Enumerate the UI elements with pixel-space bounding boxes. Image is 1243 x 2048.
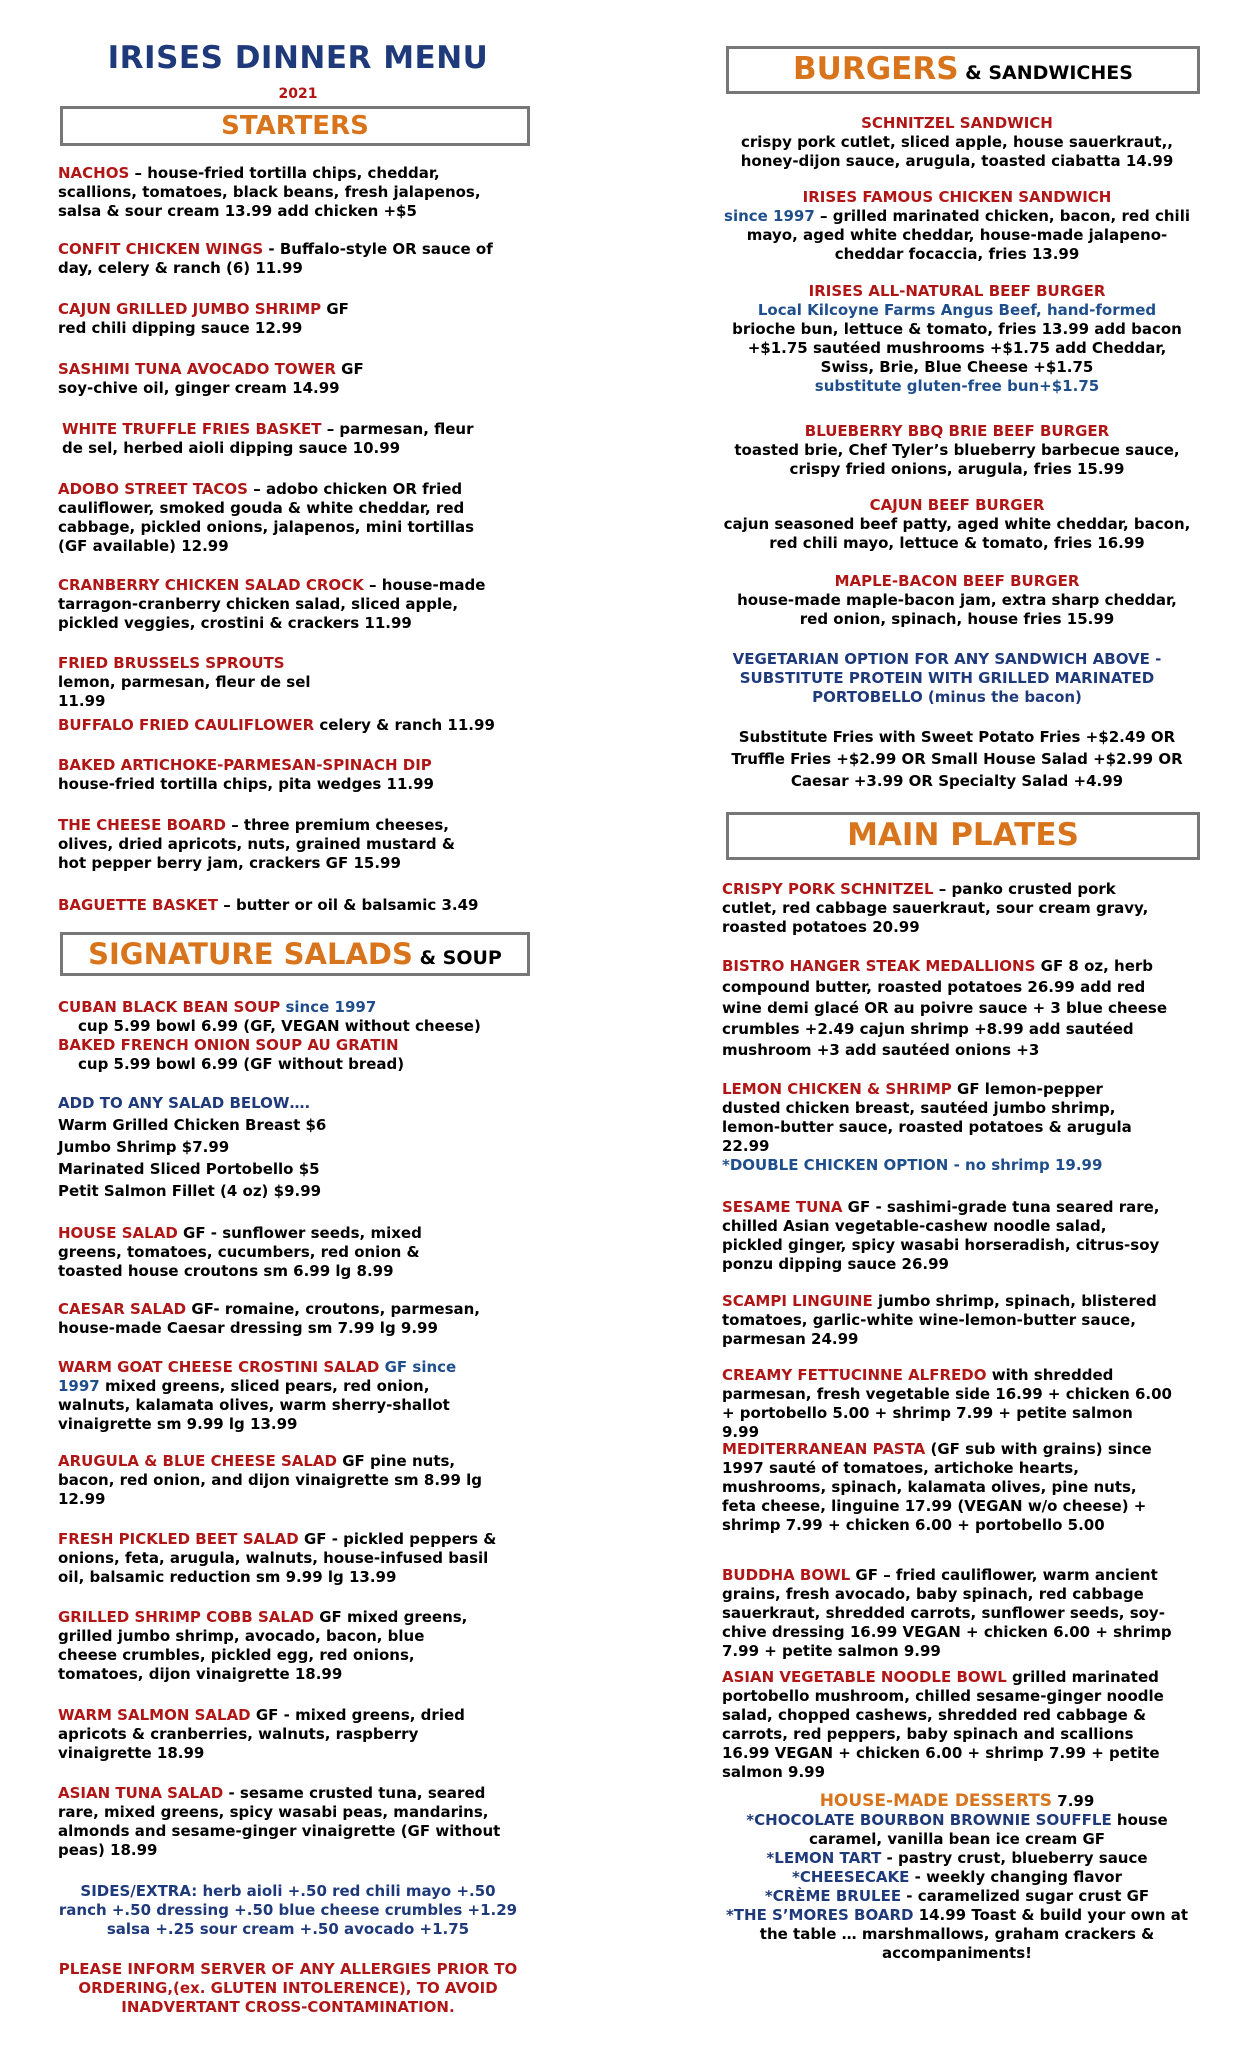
item-desc: lemon, parmesan, fleur de sel 11.99 <box>58 673 311 710</box>
desserts-block <box>722 1792 1192 1963</box>
main-item <box>722 880 1172 937</box>
main-item <box>722 1668 1172 1782</box>
fries-substitutes: Substitute Fries with Sweet Potato Fries +$2.49 OR Truffle Fries +$2.99 OR Small House Salad +$2.99 OR Caesar +3.99 OR Specialty Salad +4.99 <box>731 728 1183 790</box>
allergy-notice: PLEASE INFORM SERVER OF ANY ALLERGIES PRIOR TO ORDERING,(ex. GLUTEN INTOLERENCE), TO AVOID INADVERTANT CROSS-CONTAMINATION. <box>58 1960 518 2016</box>
item-name: MEDITERRANEAN PASTA <box>722 1440 926 1458</box>
salad-item <box>58 1530 508 1587</box>
dessert-name: *LEMON TART <box>766 1849 882 1867</box>
item-name: BAGUETTE BASKET <box>58 896 219 914</box>
salad-item <box>58 1784 508 1860</box>
item-name: GRILLED SHRIMP COBB SALAD <box>58 1608 314 1626</box>
mains-heading: MAIN PLATES <box>847 817 1079 853</box>
starter-item <box>58 654 318 711</box>
double-chicken-option: *DOUBLE CHICKEN OPTION - no shrimp 19.99 <box>722 1156 1103 1174</box>
soup-name: BAKED FRENCH ONION SOUP AU GRATIN <box>58 1036 399 1054</box>
salads-heading-small: & SOUP <box>412 947 502 969</box>
burger-item <box>722 572 1192 629</box>
salad-item <box>58 1608 468 1684</box>
item-name: ADOBO STREET TACOS <box>58 480 248 498</box>
item-name: IRISES ALL-NATURAL BEEF BURGER <box>808 282 1106 300</box>
item-name: MAPLE-BACON BEEF BURGER <box>834 572 1080 590</box>
burger-item <box>722 114 1192 171</box>
main-item <box>722 1440 1172 1535</box>
item-desc: GF - mixed greens, dried apricots & cranberries, walnuts, raspberry vinaigrette 18.99 <box>58 1706 465 1762</box>
item-desc: GF- romaine, croutons, parmesan, house-made Caesar dressing sm 7.99 lg 9.99 <box>58 1300 480 1337</box>
item-desc: grilled marinated portobello mushroom, chilled sesame-ginger noodle salad, chopped cashews, shredded red cabbage & carrots, red peppers, baby spinach and scallions 16.99 VEGAN + chicken 6.00 + shrimp 7.99 + petite salmon 9.99 <box>722 1668 1164 1781</box>
addon-line: Petit Salmon Fillet (4 oz) $9.99 <box>58 1182 322 1200</box>
menu-title: IRISES DINNER MENU <box>107 40 489 76</box>
item-desc: – adobo chicken OR fried cauliflower, smoked gouda & white cheddar, red cabbage, pickled onions, jalapenos, mini tortillas (GF available) 12.99 <box>58 480 475 555</box>
item-name: CAJUN BEEF BURGER <box>869 496 1045 514</box>
item-desc: celery & ranch 11.99 <box>314 716 495 734</box>
item-desc: – house-fried tortilla chips, cheddar, scallions, tomatoes, black beans, fresh jalapenos, salsa & sour cream 13.99 add chicken +$5 <box>58 164 481 220</box>
addons-title: ADD TO ANY SALAD BELOW…. <box>58 1094 311 1112</box>
dessert-name: *CHOCOLATE BOURBON BROWNIE SOUFFLE <box>746 1811 1112 1829</box>
item-desc: house-fried tortilla chips, pita wedges 11.99 <box>58 775 434 793</box>
item-desc: - Buffalo-style OR sauce of day, celery & ranch (6) 11.99 <box>58 240 493 277</box>
dessert-name: *THE S’MORES BOARD <box>725 1906 914 1924</box>
burger-item <box>722 422 1192 479</box>
item-name: BISTRO HANGER STEAK MEDALLIONS <box>722 957 1036 975</box>
item-name: BUFFALO FRIED CAULIFLOWER <box>58 716 315 734</box>
burgers-heading: BURGERS <box>793 51 959 87</box>
item-desc: – grilled marinated chicken, bacon, red chili mayo, aged white cheddar, house-made jalapeno-cheddar focaccia, fries 13.99 <box>746 207 1190 263</box>
item-desc: GF - sunflower seeds, mixed greens, tomatoes, cucumbers, red onion & toasted house croutons sm 6.99 lg 8.99 <box>58 1224 422 1280</box>
item-name: ASIAN TUNA SALAD <box>58 1784 224 1802</box>
salad-item <box>58 1358 488 1434</box>
starters-heading-box <box>60 106 530 146</box>
burgers-heading-small: & SANDWICHES <box>958 62 1133 84</box>
vegetarian-option: VEGETARIAN OPTION FOR ANY SANDWICH ABOVE - SUBSTITUTE PROTEIN WITH GRILLED MARINATED PORTOBELLO (minus the bacon) <box>732 650 1162 706</box>
item-desc: GF – fried cauliflower, warm ancient grains, fresh avocado, baby spinach, red cabbage sauerkraut, shredded carrots, sunflower seeds, soy-chive dressing 16.99 VEGAN + chicken 6.00 + shrimp 7.99 + petite salmon 9.99 <box>722 1566 1172 1660</box>
item-desc: – parmesan, fleur de sel, herbed aioli dipping sauce 10.99 <box>62 420 474 457</box>
item-name: ARUGULA & BLUE CHEESE SALAD <box>58 1452 337 1470</box>
item-desc: (GF sub with grains) since 1997 sauté of tomatoes, artichoke hearts, mushrooms, spinach, kalamata olives, pine nuts, feta cheese, linguine 17.99 (VEGAN w/o cheese) + shrimp 7.99 + chicken 6.00 + portobello 5.00 <box>722 1440 1152 1534</box>
item-name: HOUSE SALAD <box>58 1224 178 1242</box>
glutenfree-bun: substitute gluten-free bun+$1.75 <box>814 377 1100 395</box>
dessert-name: *CHEESECAKE <box>791 1868 910 1886</box>
dessert-name: *CRÈME BRULEE <box>764 1887 902 1905</box>
item-since: GF since 1997 <box>58 1358 457 1395</box>
starter-item <box>58 300 378 338</box>
main-item <box>722 1292 1162 1349</box>
item-name: CRISPY PORK SCHNITZEL <box>722 880 934 898</box>
burger-item <box>722 188 1192 264</box>
addon-line: Jumbo Shrimp $7.99 <box>58 1138 230 1156</box>
item-desc: GF 8 oz, herb compound butter, roasted potatoes 26.99 add red wine demi glacé OR au poivre sauce + 3 blue cheese crumbles +2.49 cajun shrimp +8.99 add sautéed mushroom +3 add sautéed onions +3 <box>722 957 1168 1059</box>
item-name: CRANBERRY CHICKEN SALAD CROCK <box>58 576 364 594</box>
item-name: THE CHEESE BOARD <box>58 816 226 834</box>
addons-block <box>58 1092 528 1202</box>
item-name: CONFIT CHICKEN WINGS <box>58 240 264 258</box>
soup-item <box>58 1036 528 1074</box>
main-item <box>722 1198 1172 1274</box>
soup-price: cup 5.99 bowl 6.99 (GF, VEGAN without cheese) <box>78 1017 481 1035</box>
soup-since: since 1997 <box>280 998 377 1016</box>
dessert-desc: - pastry crust, blueberry sauce <box>881 1849 1148 1867</box>
starter-item <box>58 360 388 398</box>
main-item <box>722 1566 1172 1661</box>
sides-extras: SIDES/EXTRA: herb aioli +.50 red chili mayo +.50 ranch +.50 dressing +.50 blue cheese crumbles +1.29 salsa +.25 sour cream +.50 avocado +1.75 <box>58 1882 518 1938</box>
addon-line: Warm Grilled Chicken Breast $6 <box>58 1116 327 1134</box>
item-name: CAJUN GRILLED JUMBO SHRIMP <box>58 300 322 318</box>
item-desc: – panko crusted pork cutlet, red cabbage sauerkraut, sour cream gravy, roasted potatoes 20.99 <box>722 880 1149 936</box>
starter-item <box>58 896 518 915</box>
item-name: SASHIMI TUNA AVOCADO TOWER <box>58 360 336 378</box>
item-name: SCHNITZEL SANDWICH <box>861 114 1053 132</box>
starter-item <box>58 576 488 633</box>
salad-item <box>58 1300 488 1338</box>
starter-item <box>58 756 478 794</box>
starter-item <box>58 164 508 221</box>
burgers-heading-box <box>726 46 1200 94</box>
starter-item <box>58 480 498 556</box>
salad-item <box>58 1452 498 1509</box>
item-desc: GF mixed greens, grilled jumbo shrimp, avocado, bacon, blue cheese crumbles, pickled egg, red onions, tomatoes, dijon vinaigrette 18.99 <box>58 1608 468 1683</box>
dessert-desc: - caramelized sugar crust GF <box>901 1887 1150 1905</box>
dessert-desc: - weekly changing flavor <box>909 1868 1123 1886</box>
salads-heading-box <box>60 932 530 976</box>
item-desc: GF pine nuts, bacon, red onion, and dijon vinaigrette sm 8.99 lg 12.99 <box>58 1452 482 1508</box>
item-name: CREAMY FETTUCINNE ALFREDO <box>722 1366 987 1384</box>
item-desc: GF lemon-pepper dusted chicken breast, sautéed jumbo shrimp, lemon-butter sauce, roasted potatoes & arugula 22.99 <box>722 1080 1132 1155</box>
item-name: SESAME TUNA <box>722 1198 843 1216</box>
item-name: WARM SALMON SALAD <box>58 1706 251 1724</box>
item-name: WHITE TRUFFLE FRIES BASKET <box>62 420 322 438</box>
item-name: ASIAN VEGETABLE NOODLE BOWL <box>722 1668 1007 1686</box>
soup-item <box>58 998 528 1036</box>
starter-item <box>58 716 538 735</box>
item-desc: GF - sashimi-grade tuna seared rare, chilled Asian vegetable-cashew noodle salad, pickled ginger, spicy wasabi horseradish, citrus-soy ponzu dipping sauce 26.99 <box>722 1198 1160 1273</box>
menu-year: 2021 <box>278 86 318 102</box>
item-desc: GF soy-chive oil, ginger cream 14.99 <box>58 360 364 397</box>
starter-item <box>58 816 488 873</box>
item-name: FRIED BRUSSELS SPROUTS <box>58 654 285 672</box>
item-name: SCAMPI LINGUINE <box>722 1292 873 1310</box>
salads-heading: SIGNATURE SALADS <box>88 937 413 971</box>
item-desc: crispy pork cutlet, sliced apple, house sauerkraut,, honey-dijon sauce, arugula, toasted ciabatta 14.99 <box>740 133 1174 170</box>
item-desc: house-made maple-bacon jam, extra sharp cheddar, red onion, spinach, house fries 15.99 <box>737 591 1177 628</box>
desserts-price: 7.99 <box>1052 1792 1095 1810</box>
mains-heading-box <box>726 812 1200 860</box>
item-desc: - sesame crusted tuna, seared rare, mixed greens, spicy wasabi peas, mandarins, almonds and sesame-ginger vinaigrette (GF without peas) 18.99 <box>58 1784 501 1859</box>
item-desc: GF - pickled peppers & onions, feta, arugula, walnuts, house-infused basil oil, balsamic reduction sm 9.99 lg 13.99 <box>58 1530 497 1586</box>
item-desc: with shredded parmesan, fresh vegetable side 16.99 + chicken 6.00 + portobello 5.00 + shrimp 7.99 + petite salmon 9.99 <box>722 1366 1172 1441</box>
starters-heading: STARTERS <box>221 111 369 141</box>
item-name: BUDDHA BOWL <box>722 1566 851 1584</box>
starter-item <box>58 240 508 278</box>
item-name: BLUEBERRY BBQ BRIE BEEF BURGER <box>804 422 1110 440</box>
item-sub: Local Kilcoyne Farms Angus Beef, hand-formed <box>757 301 1157 319</box>
item-desc: toasted brie, Chef Tyler’s blueberry barbecue sauce, crispy fried onions, arugula, fries 15.99 <box>734 441 1180 478</box>
item-desc: cajun seasoned beef patty, aged white cheddar, bacon, red chili mayo, lettuce & tomato, fries 16.99 <box>723 515 1191 552</box>
main-item <box>722 1080 1142 1175</box>
dessert-desc: house caramel, vanilla bean ice cream GF <box>808 1811 1168 1848</box>
item-desc: brioche bun, lettuce & tomato, fries 13.99 add bacon +$1.75 sautéed mushrooms +$1.75 add Cheddar, Swiss, Brie, Blue Cheese +$1.75 <box>732 320 1182 376</box>
salad-item <box>58 1224 488 1281</box>
item-name: NACHOS <box>58 164 130 182</box>
soup-name: CUBAN BLACK BEAN SOUP <box>58 998 281 1016</box>
item-name: IRISES FAMOUS CHICKEN SANDWICH <box>802 188 1112 206</box>
item-sub: since 1997 <box>724 207 815 225</box>
item-name: CAESAR SALAD <box>58 1300 187 1318</box>
item-desc: jumbo shrimp, spinach, blistered tomatoes, garlic-white wine-lemon-butter sauce, parmesan 24.99 <box>722 1292 1157 1348</box>
starter-item <box>62 420 482 458</box>
addon-line: Marinated Sliced Portobello $5 <box>58 1160 320 1178</box>
item-name: FRESH PICKLED BEET SALAD <box>58 1530 299 1548</box>
item-desc: – house-made tarragon-cranberry chicken salad, sliced apple, pickled veggies, crostini & crackers 11.99 <box>58 576 486 632</box>
burger-item <box>722 496 1192 553</box>
item-name: WARM GOAT CHEESE CROSTINI SALAD <box>58 1358 380 1376</box>
item-desc: GF red chili dipping sauce 12.99 <box>58 300 349 337</box>
dessert-desc: 14.99 Toast & build your own at the table … marshmallows, graham crackers & accompaniments! <box>759 1906 1189 1962</box>
soup-price: cup 5.99 bowl 6.99 (GF without bread) <box>78 1055 405 1073</box>
burger-item <box>722 282 1192 396</box>
desserts-heading: HOUSE-MADE DESSERTS <box>819 1791 1053 1811</box>
item-desc: – butter or oil & balsamic 3.49 <box>218 896 479 914</box>
item-desc: mixed greens, sliced pears, red onion, walnuts, kalamata olives, warm sherry-shallot vinaigrette sm 9.99 lg 13.99 <box>58 1377 450 1433</box>
main-item <box>722 956 1172 1061</box>
item-name: LEMON CHICKEN & SHRIMP <box>722 1080 952 1098</box>
main-item <box>722 1366 1172 1442</box>
salad-item <box>58 1706 498 1763</box>
item-desc: – three premium cheeses, olives, dried apricots, nuts, grained mustard & hot pepper berry jam, crackers GF 15.99 <box>58 816 455 872</box>
item-name: BAKED ARTICHOKE-PARMESAN-SPINACH DIP <box>58 756 432 774</box>
